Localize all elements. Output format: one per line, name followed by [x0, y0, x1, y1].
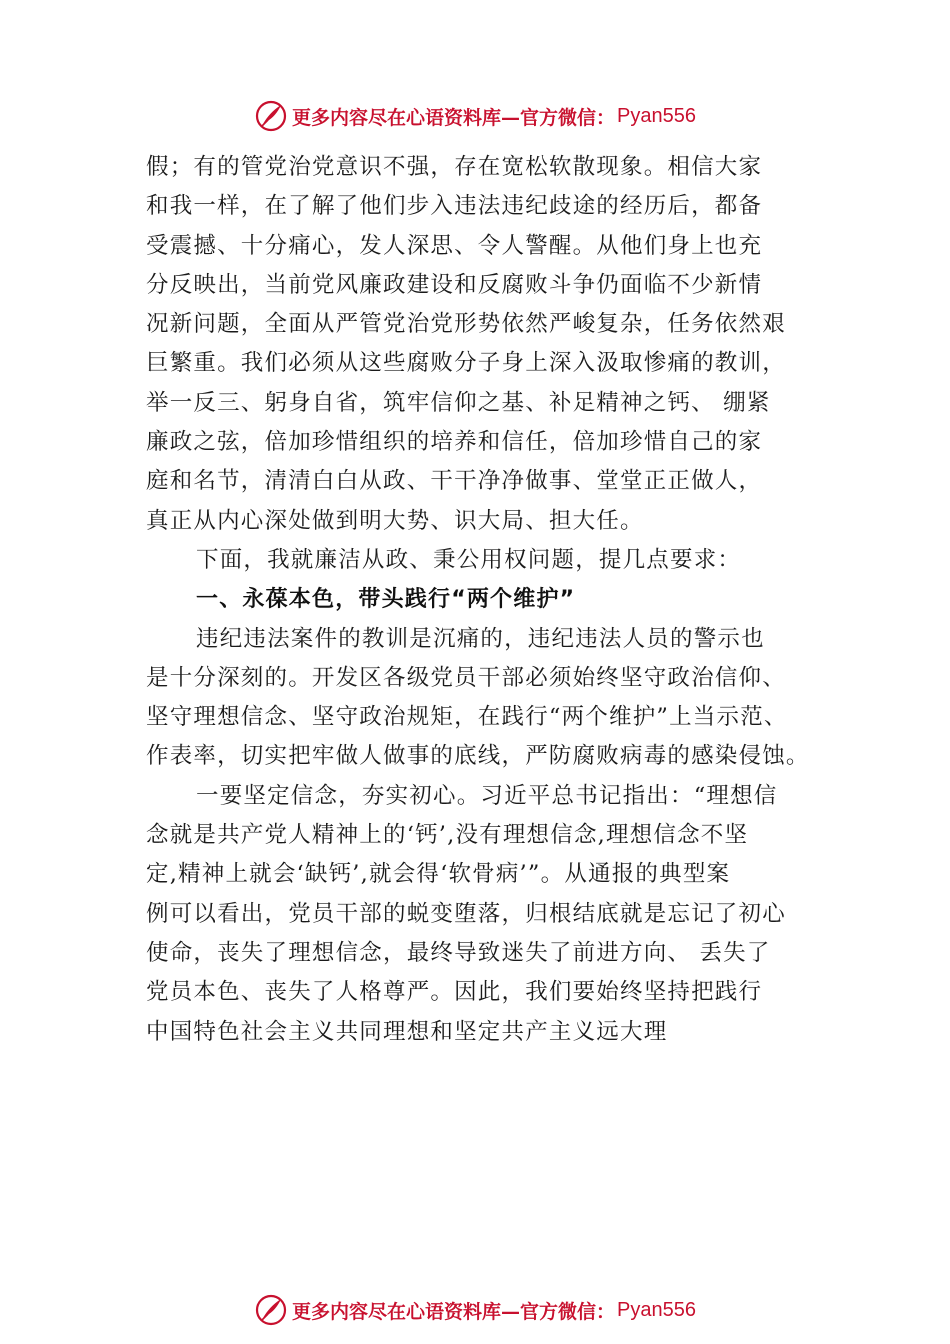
body-line: 是十分深刻的。开发区各级党员干部必须始终坚守政治信仰、 — [146, 664, 786, 691]
body-line: 庭和名节，清清白白从政、干干净净做事、堂堂正正做人， — [146, 468, 763, 495]
brand-text: 更多内容尽在心语资料库— — [292, 106, 521, 129]
body-line: 使命，丧失了理想信念，最终导致迷失了前进方向、 丢失了 — [146, 939, 771, 966]
quill-logo-icon — [254, 1293, 288, 1327]
body-line: 违纪违法案件的教训是沉痛的，违纪违法人员的警示也 — [196, 625, 765, 652]
header-watermark-banner — [0, 96, 950, 136]
section-heading: 一、永葆本色，带头践行“两个维护” — [196, 587, 576, 613]
body-line: 和我一样，在了解了他们步入违法违纪歧途的经历后，都备 — [146, 193, 763, 220]
body-line: 假；有的管党治党意识不强，存在宽松软散现象。相信大家 — [146, 154, 763, 180]
body-line: 下面，我就廉洁从政、秉公用权问题，提几点要求： — [196, 546, 742, 573]
body-line: 廉政之弦，倍加珍惜组织的培养和信任，倍加珍惜自己的家 — [146, 429, 763, 456]
quill-logo-icon — [254, 99, 288, 133]
body-line: 党员本色、丧失了人格尊严。因此，我们要始终坚持把践行 — [146, 979, 763, 1006]
body-line: 定,精神上就会‘缺钙’,就会得‘软骨病’”。从通报的典型案 — [146, 861, 731, 888]
wechat-label: 官方微信： — [520, 106, 616, 129]
body-line: 例可以看出，党员干部的蜕变堕落，归根结底就是忘记了初心 — [146, 900, 786, 927]
body-line: 作表率，切实把牢做人做事的底线，严防腐败病毒的感染侵蚀。 — [146, 743, 810, 770]
body-line: 举一反三、躬身自省，筑牢信仰之基、补足精神之钙、 绷紧 — [146, 389, 771, 416]
body-line: 中国特色社会主义共同理想和坚定共产主义远大理 — [146, 1018, 668, 1045]
body-line: 巨繁重。我们必须从这些腐败分子身上深入汲取惨痛的教训， — [146, 350, 786, 377]
body-line: 念就是共产党人精神上的‘钙’,没有理想信念,理想信念不坚 — [146, 822, 749, 849]
body-line: 分反映出，当前党风廉政建设和反腐败斗争仍面临不少新情 — [146, 271, 763, 298]
footer-watermark-banner — [0, 1290, 950, 1330]
body-line: 坚守理想信念、坚守政治规矩，在践行“两个维护”上当示范、 — [146, 704, 788, 731]
body-line: 一要坚定信念，夯实初心。习近平总书记指出：“理想信 — [196, 782, 778, 809]
brand-text: 更多内容尽在心语资料库— — [292, 1300, 521, 1323]
body-line: 真正从内心深处做到明大势、识大局、担大任。 — [146, 507, 644, 534]
body-line: 况新问题，全面从严管党治党形势依然严峻复杂，任务依然艰 — [146, 311, 786, 338]
wechat-label: 官方微信： — [520, 1300, 616, 1323]
body-line: 受震撼、十分痛心，发人深思、令人警醒。从他们身上也充 — [146, 232, 763, 259]
wechat-id: Pyan556 — [617, 1298, 696, 1321]
document-body — [146, 148, 846, 1052]
wechat-id: Pyan556 — [617, 104, 696, 127]
